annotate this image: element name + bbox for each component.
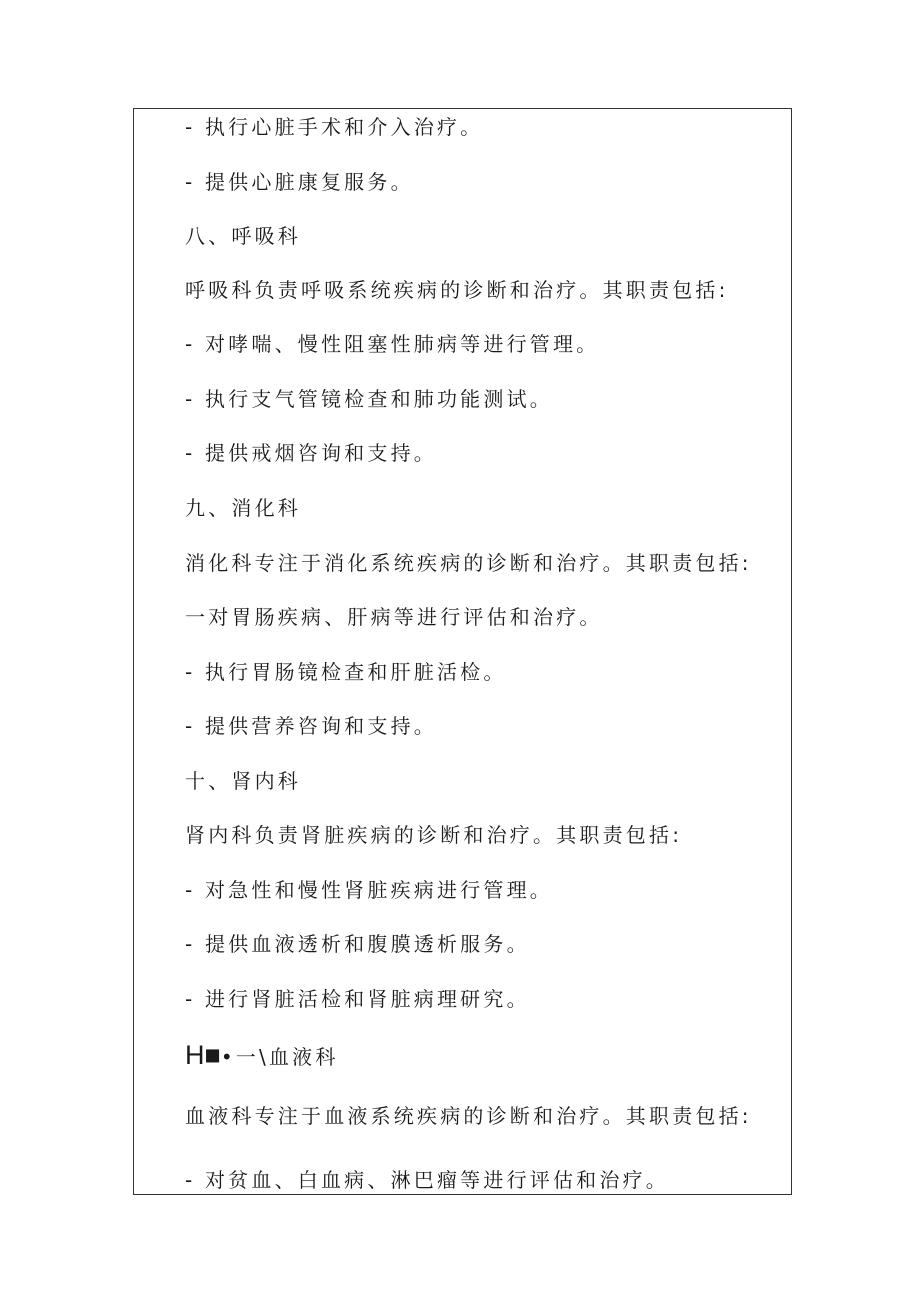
text-line: - 对贫血、白血病、淋巴瘤等进行评估和治疗。 <box>185 1168 669 1192</box>
text-line: - 执行胃肠镜检查和肝脏活检。 <box>185 660 507 684</box>
text-line: 消化科专注于消化系统疾病的诊断和治疗。其职责包括: <box>185 551 752 575</box>
text-line: - 对哮喘、慢性阻塞性肺病等进行管理。 <box>185 332 600 356</box>
text-line: 一对胃肠疾病、肝病等进行评估和治疗。 <box>185 605 603 629</box>
section-heading: 十、肾内科 <box>185 769 301 793</box>
text-line: - 提供戒烟咨询和支持。 <box>185 441 437 465</box>
text-line: 血液科专注于血液系统疾病的诊断和治疗。其职责包括: <box>185 1104 752 1128</box>
section-heading: 八、呼吸科 <box>185 224 301 248</box>
text-line: - 对急性和慢性肾脏疾病进行管理。 <box>185 878 553 902</box>
section-heading-garbled <box>185 1041 339 1071</box>
text-line: - 进行肾脏活检和肾脏病理研究。 <box>185 987 530 1011</box>
document-frame <box>133 108 792 1195</box>
text-line: - 执行支气管镜检查和肺功能测试。 <box>185 387 553 411</box>
section-heading: 九、消化科 <box>185 496 301 520</box>
text-line: 呼吸科负责呼吸系统疾病的诊断和治疗。其职责包括: <box>185 278 729 302</box>
text-line: - 提供营养咨询和支持。 <box>185 714 437 738</box>
text-line: - 提供心脏康复服务。 <box>185 170 414 194</box>
text-line: 肾内科负责肾脏疾病的诊断和治疗。其职责包括: <box>185 823 683 847</box>
text-line: - 执行心脏手术和介入治疗。 <box>185 115 484 139</box>
text-line: - 提供血液透析和腹膜透析服务。 <box>185 932 530 956</box>
heading-prefix: H■ <box>185 1040 221 1070</box>
heading-rest: •一\血液科 <box>220 1045 339 1069</box>
